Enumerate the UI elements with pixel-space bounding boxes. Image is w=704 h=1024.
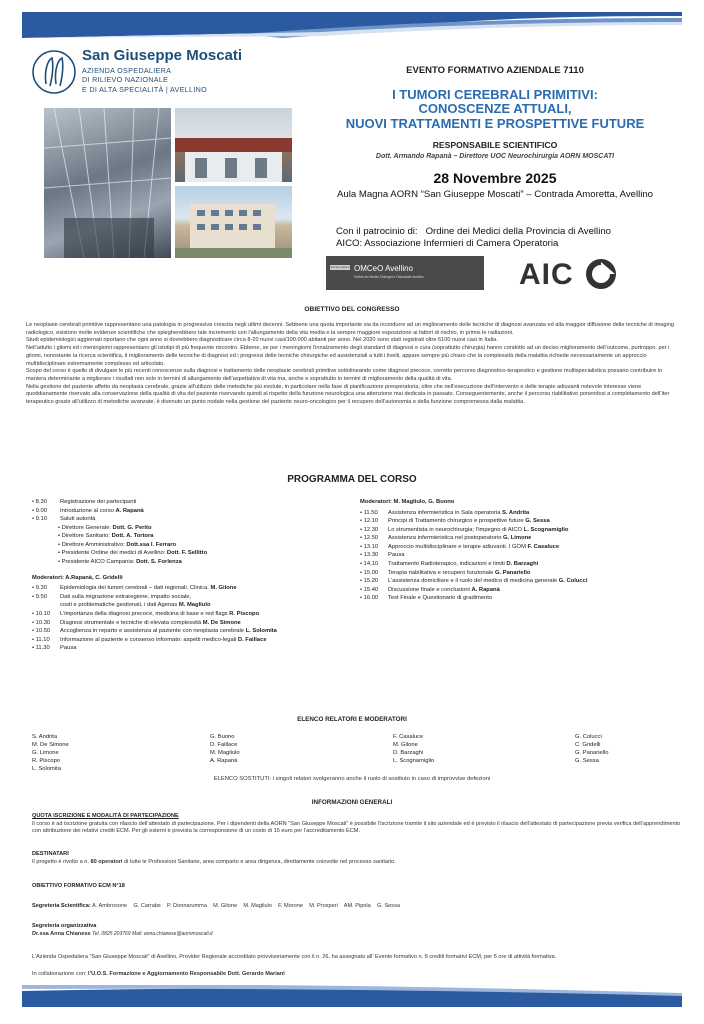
- speaker-name: D. Faillace: [210, 742, 238, 749]
- speakers-column: [210, 733, 240, 765]
- moscati-logo-icon: [30, 48, 78, 96]
- program-time: • 12.30: [360, 526, 379, 533]
- program-topic: Test Finale e Questionario di gradimento: [388, 595, 493, 602]
- program-time: • 16.00: [360, 595, 379, 602]
- program-topic: Principi di Trattamento chirurgico e prospettive future: [388, 518, 526, 525]
- organizing-secretary-details: Tel. 0825 203769 Mail: anna.chianese@aornmoscati.it: [92, 930, 213, 937]
- scientific-secretary-label: Segreteria Scientifica:: [32, 903, 91, 909]
- program-speaker: L. Scognamiglio: [523, 526, 569, 533]
- scientific-manager-name: Dott. Armando Rapanà – Direttore UOC Neurochirurgia AORN MOSCATI: [375, 152, 615, 160]
- authority-item: [32, 541, 352, 550]
- program-speaker: M. Gilone: [210, 585, 237, 592]
- program-topic: Accoglienza in reparto e assistenza al paziente con neoplasia cerebrale: [60, 628, 246, 635]
- program-item: [32, 610, 352, 619]
- program-time: • 11.50: [360, 509, 378, 516]
- program-time: • 11.10: [32, 636, 50, 643]
- recipients-label: DESTINATARI: [32, 851, 69, 857]
- hospital-subtitle: [82, 66, 207, 94]
- collaboration-label: In collaborazione con:: [32, 971, 88, 977]
- authority-role: • Direttore Generale:: [58, 524, 113, 531]
- speakers-column: [575, 733, 609, 765]
- program-time: • 10.30: [32, 619, 51, 626]
- patronage: [336, 226, 681, 250]
- program-speaker: D. Barzaghi: [506, 561, 539, 568]
- authority-name: Dott.ssa I. Ferraro: [126, 541, 177, 548]
- fee-label: QUOTA ISCRIZIONE E MODALITÀ DI PARTECIPAZIONE: [32, 813, 179, 819]
- omceo-tag: [330, 265, 350, 270]
- objective-paragraph: Nell’adulto i gliomi ed i meningiomi rappresentano gli istotipi di più frequente riscontro. Ebbene, se per i meningiomi l’innalzamento degli standard di diagnosi e cura (soprattutto chirurgia) hanno condotto ad un deciso miglioramento dell’outcome, purtroppo. per i gliomi, nonostante la ricerca scientifica, il miglioramento delle tecniche di diagnosi ed i progressi delle tecniche chirurgiche ed assistenziali a tutti i livelli, appare sempre più chiaro che la complessità della malattia richiede necessariamente un approccio multidisciplinare estremamente complesso ed articolato.: [26, 345, 670, 367]
- speaker-name: L. Solomita: [32, 766, 61, 773]
- speaker-name: G. Colucci: [575, 734, 602, 740]
- event-title: [300, 88, 690, 133]
- patronage-org: AICO: Associazione Infermieri di Camera Operatoria: [336, 237, 559, 249]
- program-topic: Pausa: [388, 552, 405, 559]
- program-time: • 8.30: [32, 499, 47, 505]
- program-item: [32, 627, 352, 636]
- program-speaker: D. Faillace: [237, 636, 267, 643]
- program-time: • 15.40: [360, 586, 379, 593]
- program-topic: Informazione al paziente e consenso informato: aspetti medico-legali: [60, 636, 238, 643]
- program-speaker: R. Piscopo: [229, 610, 260, 617]
- omceo-logo-subtext: Ordine dei Medici Chirurghi e Odontoiatri Avellino: [354, 274, 424, 279]
- program-heading: PROGRAMMA DEL CORSO: [287, 474, 417, 485]
- program-speaker: G. Sessa: [525, 518, 550, 525]
- event-venue: Aula Magna AORN “San Giuseppe Moscati” – Contrada Amoretta, Avellino: [336, 189, 654, 201]
- ecm-objective-label: OBIETTIVO FORMATIVO ECM N°18: [32, 883, 125, 889]
- top-decorative-band: [22, 12, 682, 38]
- program-time: • 13.10: [360, 543, 379, 550]
- authority-name: Dott. G. Perito: [112, 524, 152, 531]
- program-speaker: A. Rapanà: [115, 507, 144, 514]
- program-speaker: G. Limone: [503, 535, 532, 542]
- aico-logo-text: AIC: [519, 258, 574, 291]
- program-topic: Diagnosi strumentale e tecniche di elevata complessità: [60, 619, 203, 626]
- objective-paragraph: Scopo del corso è quello di divulgare le più recenti conoscenze sulla diagnosi e trattamento delle neoplasie cerebrali primitive sottolineando come diagnosi precoce, corretto percorso diagnostico-terapeutico e gestione multispecialistica possano contribuire in maniera determinante a migliorare i risultati non solo in termini di allungamento dell’aspettativa di vita ma, anche e soprattutto in termini di miglioramento della qualità di vita.: [26, 368, 663, 383]
- program-topic: Dati sulla migrazione extraregione, impatto sociale,: [60, 593, 192, 600]
- speaker-name: M. De Simone: [32, 742, 69, 749]
- program-item: [360, 551, 690, 560]
- authority-role: • Presidente Ordine dei medici di Avellino:: [58, 550, 167, 557]
- patronage-org: Ordine dei Medici della Provincia di Avellino: [425, 226, 611, 237]
- speaker-name: G. Buono: [210, 734, 235, 740]
- speaker-name: G. Sessa: [575, 758, 599, 765]
- objective-paragraph: Le neoplasie cerebrali primitive rappresentano una patologia in progressiva crescita negli ultimi decenni. Sebbene una quota importante sia da ricondurre ad un miglioramento delle tecniche di diagnosi avanzata ed alla maggior diffusione delle tecniche di imaging radiologico, esistono molte evidenze scientifiche che spiegherebbero tale incremento con l’allungamento della vita media e la sempre maggiore esposizione ai fattori di rischio, in primis le radiazioni.: [26, 322, 674, 336]
- photo-interior-atrium: [44, 108, 171, 258]
- authority-item: [32, 549, 352, 558]
- speaker-name: L. Scognamiglio: [393, 758, 435, 765]
- speaker-name: C. Gridelli: [575, 742, 601, 749]
- authority-item: [32, 558, 352, 567]
- event-title-line: I TUMORI CEREBRALI PRIMITIVI:: [392, 86, 598, 102]
- photo-hospital-building: [175, 186, 292, 258]
- substitutes-note: ELENCO SOSTITUTI: i singoli relatori svolgeranno anche il ruolo di sostituto in caso di improvvise defezioni: [213, 776, 491, 782]
- program-topic: Saluti autorità: [60, 516, 96, 523]
- program-item: [360, 586, 690, 595]
- patronage-row: [336, 226, 681, 238]
- scientific-secretary: [32, 903, 682, 911]
- program-item: [360, 509, 690, 518]
- program-time: • 12.50: [360, 535, 379, 542]
- moderators-session-2: Moderatori: M. Magliulo, G. Buono: [360, 499, 455, 505]
- program-speaker: G. Colucci: [558, 578, 588, 585]
- program-time: • 9.30: [32, 585, 47, 592]
- authority-item: [32, 524, 352, 533]
- authority-role: • Direttore Sanitario:: [58, 533, 112, 540]
- program-speaker: S. Andrita: [502, 509, 530, 516]
- program-time: • 10.10: [32, 610, 51, 617]
- program-item: [32, 515, 352, 524]
- event-header: [300, 65, 690, 202]
- speaker-name: M. Magliulo: [210, 750, 240, 757]
- program-item: [360, 526, 690, 535]
- program-item: [360, 560, 690, 569]
- recipients-section: [32, 851, 682, 866]
- program-speaker: M. De Simone: [202, 619, 241, 626]
- organizing-secretary: [32, 923, 682, 938]
- speaker-name: A. Rapanà: [210, 758, 238, 765]
- speaker-name: G. Panariello: [575, 750, 609, 757]
- program-speaker: F. Casaluce: [527, 543, 560, 550]
- hospital-logo: [30, 44, 280, 104]
- program-topic: Approccio multidisciplinare e terapie adiuvanti. I GOM: [388, 543, 528, 550]
- speakers-column: [393, 733, 434, 765]
- photo-hospital-entrance: [175, 108, 292, 182]
- program-time: • 9.00: [32, 507, 47, 514]
- program-item: [360, 569, 690, 578]
- recipients-count: 80 operatori: [90, 858, 123, 865]
- program-time: • 12.10: [360, 518, 379, 525]
- speaker-name: D. Barzaghi: [393, 750, 424, 757]
- event-date: 28 Novembre 2025: [433, 169, 557, 186]
- program-speaker: G. Panariello: [494, 569, 531, 576]
- hospital-name: San Giuseppe Moscati: [82, 47, 243, 64]
- program-topic: Discussione finale e conclusioni: [388, 586, 472, 593]
- authority-item: [32, 532, 352, 541]
- program-right-column: [360, 498, 690, 603]
- program-item: [32, 507, 352, 516]
- program-topic: L’importanza della diagnosi precoce, medicina di base e red flags: [60, 610, 230, 617]
- accreditation-note: L’Azienda Ospedaliera “San Giuseppe Moscati” di Avellino, Provider Regionale accreditato provvisoriamente con il n. 26, ha assegnato all’ Evento formativo n. 5 crediti formativi ECM, per 5 ore di attività formativa.: [32, 954, 557, 960]
- hospital-photos: [44, 108, 294, 258]
- program-time: • 15.00: [360, 569, 379, 576]
- objective-paragraph: Studi epidemiologici aggiornati riportano che ogni anno si dovrebbero diagnosticare circa 8-20 nuovi casi/100.000 abitanti per anno. Nel 2020 sono stati registrati oltre 6100 nuovi casi in Italia.: [26, 337, 498, 344]
- aico-ring-icon: [585, 258, 617, 290]
- program-item: [360, 594, 690, 603]
- program-speaker: M. Magliulo: [178, 602, 211, 609]
- collaboration-name: l’U.O.S. Formazione e Aggiornamento Responsabile Dott. Gerardo Mariani: [87, 971, 285, 977]
- program-time: • 10.50: [32, 628, 51, 635]
- program-time: • 9.10: [32, 516, 47, 523]
- program-topic: Assistenza infermieristica nel postoperatorio: [388, 535, 504, 542]
- objective-paragraph: Nella gestione del paziente affetto da neoplasia cerebrale, grazie all’utilizzo delle metodiche più evolute, in particolare nella fase di pianificazione preoperatoria, oltre che nell’esecuzione dell’intervento e delle terapie adiuvanti notevole interesse viene quotidianamente riservato alla conservazione della qualità di vita del paziente riservando quindi al rispetto della funzione neurologica una attenzione mai dedicata in passato. Conseguentemente, anche il percorso riabilitativo ponendosi a completamento dell’iter terapeutico grazie all’utilizzo di metodiche avanzate, è divenuto un punto nodale nella gestione del paziente neuro-oncologico per il recupero dell’autonomia e della funzione compromessa dalla malattia.: [26, 383, 670, 406]
- bottom-decorative-band: [22, 985, 682, 1007]
- program-left-column: [32, 498, 352, 653]
- program-topic: costi e problematiche gestionali, i dati Agenas: [60, 602, 179, 609]
- organizing-secretary-contact: [32, 931, 682, 939]
- program-time: • 9.50: [32, 593, 47, 600]
- program-topic: Pausa: [60, 645, 77, 652]
- program-item: [32, 644, 352, 653]
- speakers-column: [32, 733, 69, 774]
- program-item: [32, 498, 352, 507]
- program-item: [32, 619, 352, 628]
- program-item: [32, 593, 352, 602]
- authority-role: • Direttore Amministrativo:: [58, 541, 127, 548]
- hospital-subtitle-line: DI RILIEVO NAZIONALE: [82, 75, 169, 85]
- program-topic: Registrazione dei partecipanti: [60, 499, 137, 505]
- omceo-logo: [326, 256, 484, 290]
- program-item: [360, 517, 690, 526]
- program-topic: Introduzione al corso: [60, 507, 116, 514]
- program-speaker: L. Solomita: [245, 628, 277, 635]
- scientific-secretary-names: A. Ambrosone G. Carrabs P. Donnarumma M. Gilone M. Magliulo F. Morone M. Prosperi AM. Pipola G. Sessa: [92, 903, 400, 909]
- program-item: [360, 543, 690, 552]
- hospital-subtitle-line: AZIENDA OSPEDALIERA: [82, 66, 172, 75]
- objective-text: [26, 322, 682, 407]
- ecm-objective: [32, 883, 682, 891]
- recipients-text: [32, 859, 682, 867]
- program-item-continued: [32, 601, 352, 610]
- patronage-label: Con il patrocinio di:: [336, 226, 418, 237]
- program-time: • 15.20: [360, 578, 379, 585]
- scientific-manager-label: RESPONSABILE SCIENTIFICO: [432, 140, 558, 151]
- aico-logo: [519, 253, 619, 291]
- event-title-line: NUOVI TRATTAMENTI E PROSPETTIVE FUTURE: [345, 116, 645, 132]
- program-item: [32, 584, 352, 593]
- program-topic: Lo strumentista in neurochirurgia; l’impegno di AICO: [388, 526, 524, 533]
- program-item: [32, 636, 352, 645]
- program-topic: L’assistenza domiciliare e il ruolo del medico di medicina generale: [388, 578, 559, 585]
- speaker-name: S. Andrita: [32, 734, 58, 740]
- program-time: • 14,10: [360, 561, 379, 568]
- general-info-heading: INFORMAZIONI GENERALI: [311, 799, 393, 806]
- speaker-name: M. Gilone: [393, 742, 418, 749]
- authority-name: Dott. S. Forlenza: [136, 559, 182, 566]
- hospital-subtitle-line: E DI ALTA SPECIALITÀ | AVELLINO: [82, 84, 208, 94]
- event-title-line: CONOSCENZE ATTUALI,: [418, 101, 572, 117]
- event-code: EVENTO FORMATIVO AZIENDALE 7110: [406, 65, 584, 76]
- program-item: [360, 534, 690, 543]
- moderators-session-1: Moderatori: A.Rapanà, C. Gridelli: [32, 574, 123, 581]
- program-item: [360, 577, 690, 586]
- program-topic: Assistenza infermieristica in Sala operatoria: [388, 509, 503, 516]
- organizing-secretary-label: Segreteria organizzativa: [32, 923, 97, 929]
- program-time: • 11.30: [32, 645, 50, 652]
- speakers-heading: ELENCO RELATORI E MODERATORI: [297, 716, 407, 723]
- speaker-name: F. Casaluce: [393, 734, 424, 740]
- authority-name: Dott. F. Sellitto: [166, 550, 208, 557]
- program-time: • 13.30: [360, 552, 379, 559]
- organizing-secretary-name: Dr.ssa Anna Chianese: [32, 930, 91, 937]
- omceo-logo-text: OMCeO Avellino: [354, 264, 413, 273]
- authority-role: • Presidente AICO Campania:: [58, 559, 137, 566]
- fee-section: [32, 813, 682, 836]
- speaker-name: G. Limone: [32, 750, 59, 757]
- fee-text: Il corso è ad iscrizione gratuita con rilascio dell’attestato di partecipazione. Per i dipendenti della AORN “San Giuseppe Moscati” è possibile l’iscrizione tramite il sito aziendale ed è previsto il rilascio dell’attestato di partecipazione previa verifica dell’apprendimento con attribuzione dei relativi crediti ECM. Per gli esterni è prevista la corresponsione di un costo di 15 euro per l’accreditamento ECM.: [32, 820, 681, 835]
- recipients-text-post: di tutte le Professioni Sanitarie, area comparto e area dirigenza, direttamente coinvolte nel processo sanitario.: [122, 858, 396, 865]
- program-topic: Trattamento Radioterapico, indicazioni e limiti: [388, 561, 507, 568]
- collaboration-note: [32, 971, 682, 979]
- program-topic: Terapia riabilitativa e recupero funzionale: [388, 569, 495, 576]
- omceo-tag-text: Sempre Insieme: [330, 266, 350, 269]
- objective-heading: OBIETTIVO DEL CONGRESSO: [304, 306, 400, 313]
- recipients-text-pre: Il progetto è rivolto a n.: [32, 858, 91, 865]
- authority-name: Dott. A. Tortora: [111, 533, 154, 540]
- program-speaker: A. Rapanà: [471, 586, 500, 593]
- program-topic: Epidemiologia dei tumori cerebrali – dati regionali. Clinica.: [60, 585, 211, 592]
- speaker-name: R. Piscopo: [32, 758, 61, 765]
